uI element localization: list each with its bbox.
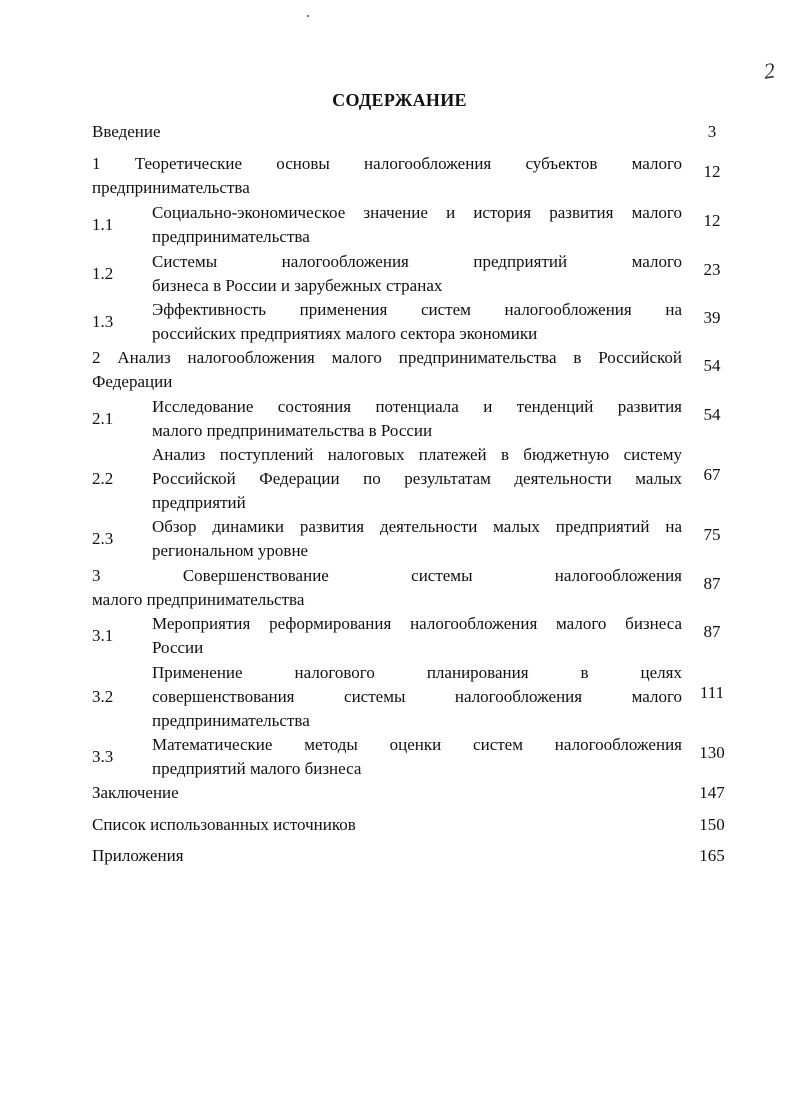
- entry-text: Заключение: [92, 783, 179, 802]
- entry-text-line-1: 2 Анализ налогообложения малого предпринимательства в Российской: [92, 348, 682, 367]
- toc-entry-2-2[interactable]: [92, 443, 732, 515]
- entry-page: 165: [699, 846, 725, 865]
- entry-text: Список использованных источников: [92, 815, 356, 834]
- entry-text-line-2: малого предпринимательства в России: [152, 421, 433, 440]
- toc-entry-3-3[interactable]: [92, 733, 732, 781]
- section-number: 1.3: [92, 312, 114, 331]
- entry-text-line-2: Российской Федерации по результатам деятельности малых: [152, 469, 682, 488]
- toc-entry-conclusion[interactable]: [92, 781, 732, 805]
- entry-text-line-3: предпринимательства: [152, 711, 310, 730]
- toc-entry-1-1[interactable]: [92, 201, 732, 249]
- entry-text-line-2: региональном уровне: [152, 541, 309, 560]
- section-number: 1.1: [92, 215, 114, 234]
- entry-text-line-1: Обзор динамики развития деятельности малых предприятий на: [152, 517, 682, 536]
- entry-text-line-2: предпринимательства: [152, 227, 310, 246]
- entry-page: 3: [707, 122, 717, 141]
- entry-text-line-1: Математические методы оценки систем налогообложения: [152, 735, 682, 754]
- entry-page: 67: [703, 465, 721, 484]
- toc-entry-chapter-1[interactable]: [92, 152, 732, 200]
- entry-text-line-1: Социально-экономическое значение и история развития малого: [152, 203, 682, 222]
- section-number: 3.2: [92, 687, 114, 706]
- entry-text-line-2: бизнеса в России и зарубежных странах: [152, 276, 443, 295]
- toc-entry-3-1[interactable]: [92, 612, 732, 660]
- section-number: 3.1: [92, 626, 114, 645]
- entry-page: 147: [699, 783, 725, 802]
- entry-text-line-2: совершенствования системы налогообложения малого: [152, 687, 682, 706]
- entry-text-line-2: российских предприятиях малого сектора экономики: [152, 324, 538, 343]
- entry-page: 23: [703, 260, 721, 279]
- entry-text: Введение: [92, 122, 161, 141]
- entry-page: 12: [703, 211, 721, 230]
- toc-entry-intro[interactable]: [92, 120, 732, 144]
- section-number: 3.3: [92, 747, 114, 766]
- entry-text-line-1: Мероприятия реформирования налогообложения малого бизнеса: [152, 614, 682, 633]
- toc-entry-2-3[interactable]: [92, 515, 732, 563]
- entry-text-line-1: 3 Совершенствование системы налогообложения: [92, 566, 682, 585]
- toc-entry-chapter-2[interactable]: [92, 346, 732, 394]
- entry-text-line-1: 1 Теоретические основы налогообложения субъектов малого: [92, 154, 682, 173]
- entry-text-line-1: Применение налогового планирования в целях: [152, 663, 682, 682]
- entry-text-line-2: предприятий малого бизнеса: [152, 759, 362, 778]
- entry-page: 75: [703, 525, 721, 544]
- toc-title: СОДЕРЖАНИЕ: [332, 90, 467, 110]
- section-number: 2.3: [92, 529, 114, 548]
- entry-text-line-2: Федерации: [92, 372, 173, 391]
- toc-entry-3-2[interactable]: [92, 661, 732, 733]
- toc-entry-2-1[interactable]: [92, 395, 732, 443]
- entry-page: 111: [699, 683, 725, 702]
- section-number: 2.2: [92, 469, 114, 488]
- entry-page: 54: [703, 405, 721, 424]
- entry-text-line-2: малого предпринимательства: [92, 590, 305, 609]
- entry-text-line-1: Эффективность применения систем налогообложения на: [152, 300, 682, 319]
- entry-text: Приложения: [92, 846, 184, 865]
- toc-entry-sources[interactable]: [92, 813, 732, 837]
- entry-page: 87: [703, 574, 721, 593]
- entry-text-line-1: Исследование состояния потенциала и тенденций развития: [152, 397, 682, 416]
- toc-entry-chapter-3[interactable]: [92, 564, 732, 612]
- scan-speck: [307, 15, 309, 17]
- entry-page: 130: [699, 743, 725, 762]
- entry-text-line-2: предпринимательства: [92, 178, 250, 197]
- toc-entry-1-3[interactable]: [92, 298, 732, 346]
- entry-page: 87: [703, 622, 721, 641]
- toc-entry-1-2[interactable]: [92, 250, 732, 298]
- handwritten-page-number: 2: [762, 57, 777, 84]
- section-number: 1.2: [92, 264, 114, 283]
- section-number: 2.1: [92, 409, 114, 428]
- entry-text-line-1: Анализ поступлений налоговых платежей в бюджетную систему: [152, 445, 682, 464]
- entry-text-line-1: Системы налогообложения предприятий малого: [152, 252, 682, 271]
- toc-entry-appendix[interactable]: [92, 844, 732, 868]
- entry-page: 12: [703, 162, 721, 181]
- entry-page: 150: [699, 815, 725, 834]
- entry-page: 39: [703, 308, 721, 327]
- entry-text-line-2: России: [152, 638, 204, 657]
- entry-page: 54: [703, 356, 721, 375]
- entry-text-line-3: предприятий: [152, 493, 246, 512]
